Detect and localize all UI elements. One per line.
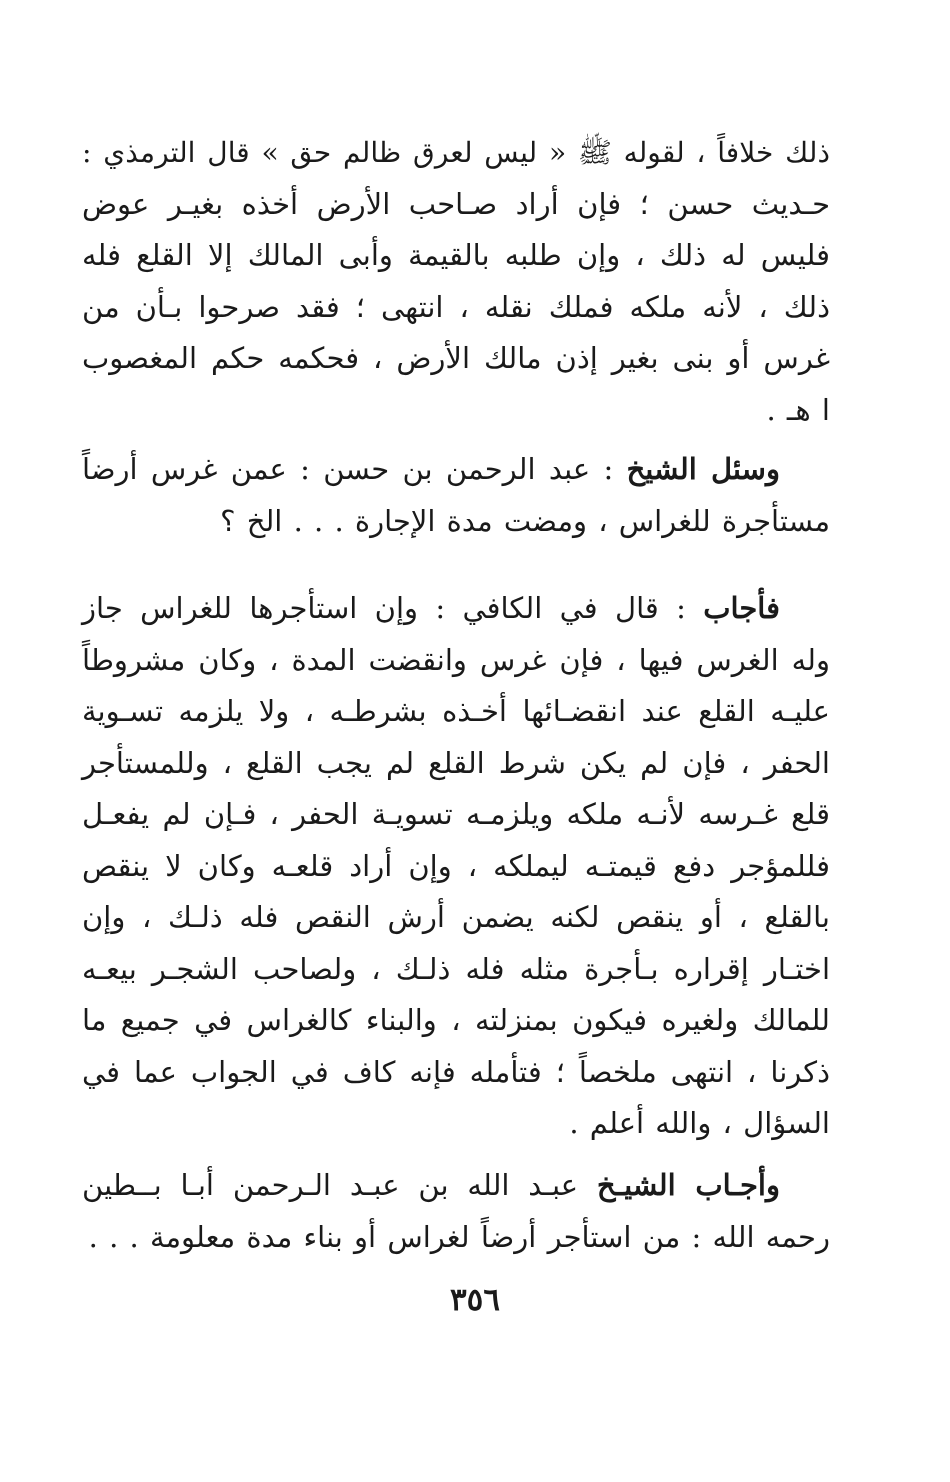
paragraph-1 [82,127,830,436]
paragraph-line: ذلك خلافاً ، لقوله ﷺ « ليس لعرق ظالم حق » قال الترمذي : [82,136,830,169]
paragraph-line: فليس له ذلك ، وإن طلبه بالقيمة وأبى المالك إلا القلع فله [82,238,830,272]
paragraph-line: فللمؤجر دفع قيمتـه ليملكه ، وإن أراد قلعـه وكان لا ينقص [82,848,830,883]
paragraph-line: غرس أو بنى بغير إذن مالك الأرض ، فحكمه حكم المغصوب [82,341,830,375]
paragraph-line: مستأجرة للغراس ، ومضت مدة الإجارة . . . الخ ؟ [220,503,830,538]
paragraph-lead: وأجـاب الشيـخ [596,1168,780,1202]
paragraph-line: حـديث حسن ؛ فإن أراد صـاحب الأرض أخذه بغيـر عوض [82,186,830,221]
paragraph-lead: وسئل الشيخ [626,452,780,486]
paragraph-line: اختـار إقراره بـأجرة مثله فله ذلـك ، ولصاحب الشجـر بيعـه [82,951,830,986]
paragraph-line: ا هـ . [766,392,830,427]
paragraph-line: ذكرنا ، انتهى ملخصاً ؛ فتأمله فإنه كاف في الجواب عما في [82,1054,830,1089]
paragraph-first-line-rest: : عبد الرحمن بن حسن : عمن غرس أرضاً [82,452,627,486]
paragraph-line: ذلك ، لأنه ملكه فملك نقله ، انتهى ؛ فقد صرحوا بـأن من [82,289,830,324]
paragraph-first-line-rest: عبـد الله بن عبـد الـرحمن أبـا بــطين [82,1168,597,1202]
paragraph-first-line [82,583,830,635]
paragraph-2 [82,444,830,547]
paragraph-line: وله الغرس فيها ، فإن غرس وانقضت المدة ، وكان مشروطاً [82,642,830,677]
page-number: ٣٥٦ [450,1282,500,1318]
paragraph-first-line [82,1160,830,1212]
paragraph-4 [82,1160,830,1263]
paragraph-line: عليـه القلع عند انقضـائها أخـذه بشرطـه ، ولا يلزمه تسـوية [82,694,830,728]
paragraph-lead: فأجاب [703,591,780,625]
paragraph-3 [82,583,830,1150]
paragraph-line: بالقلع ، أو ينقص لكنه يضمن أرش النقص فله ذلـك ، وإن [82,900,830,934]
paragraph-line: السؤال ، والله أعلم . [569,1106,830,1140]
paragraph-first-line-rest: : قال في الكافي : وإن استأجرها للغراس جاز [82,591,704,625]
paragraph-line: رحمه الله : من استأجر أرضاً لغراس أو بناء مدة معلومة . . . [88,1219,830,1254]
paragraph-line: قلع غـرسه لأنـه ملكه ويلزمـه تسويـة الحفر ، فـإن لم يفعـل [82,797,830,831]
paragraph-line: للمالك ولغيره فيكون بمنزلته ، والبناء كالغراس في جميع ما [82,1003,830,1037]
paragraph-first-line [82,444,830,496]
paragraph-line: الحفر ، فإن لم يكن شرط القلع لم يجب القلع ، وللمستأجر [82,745,830,780]
